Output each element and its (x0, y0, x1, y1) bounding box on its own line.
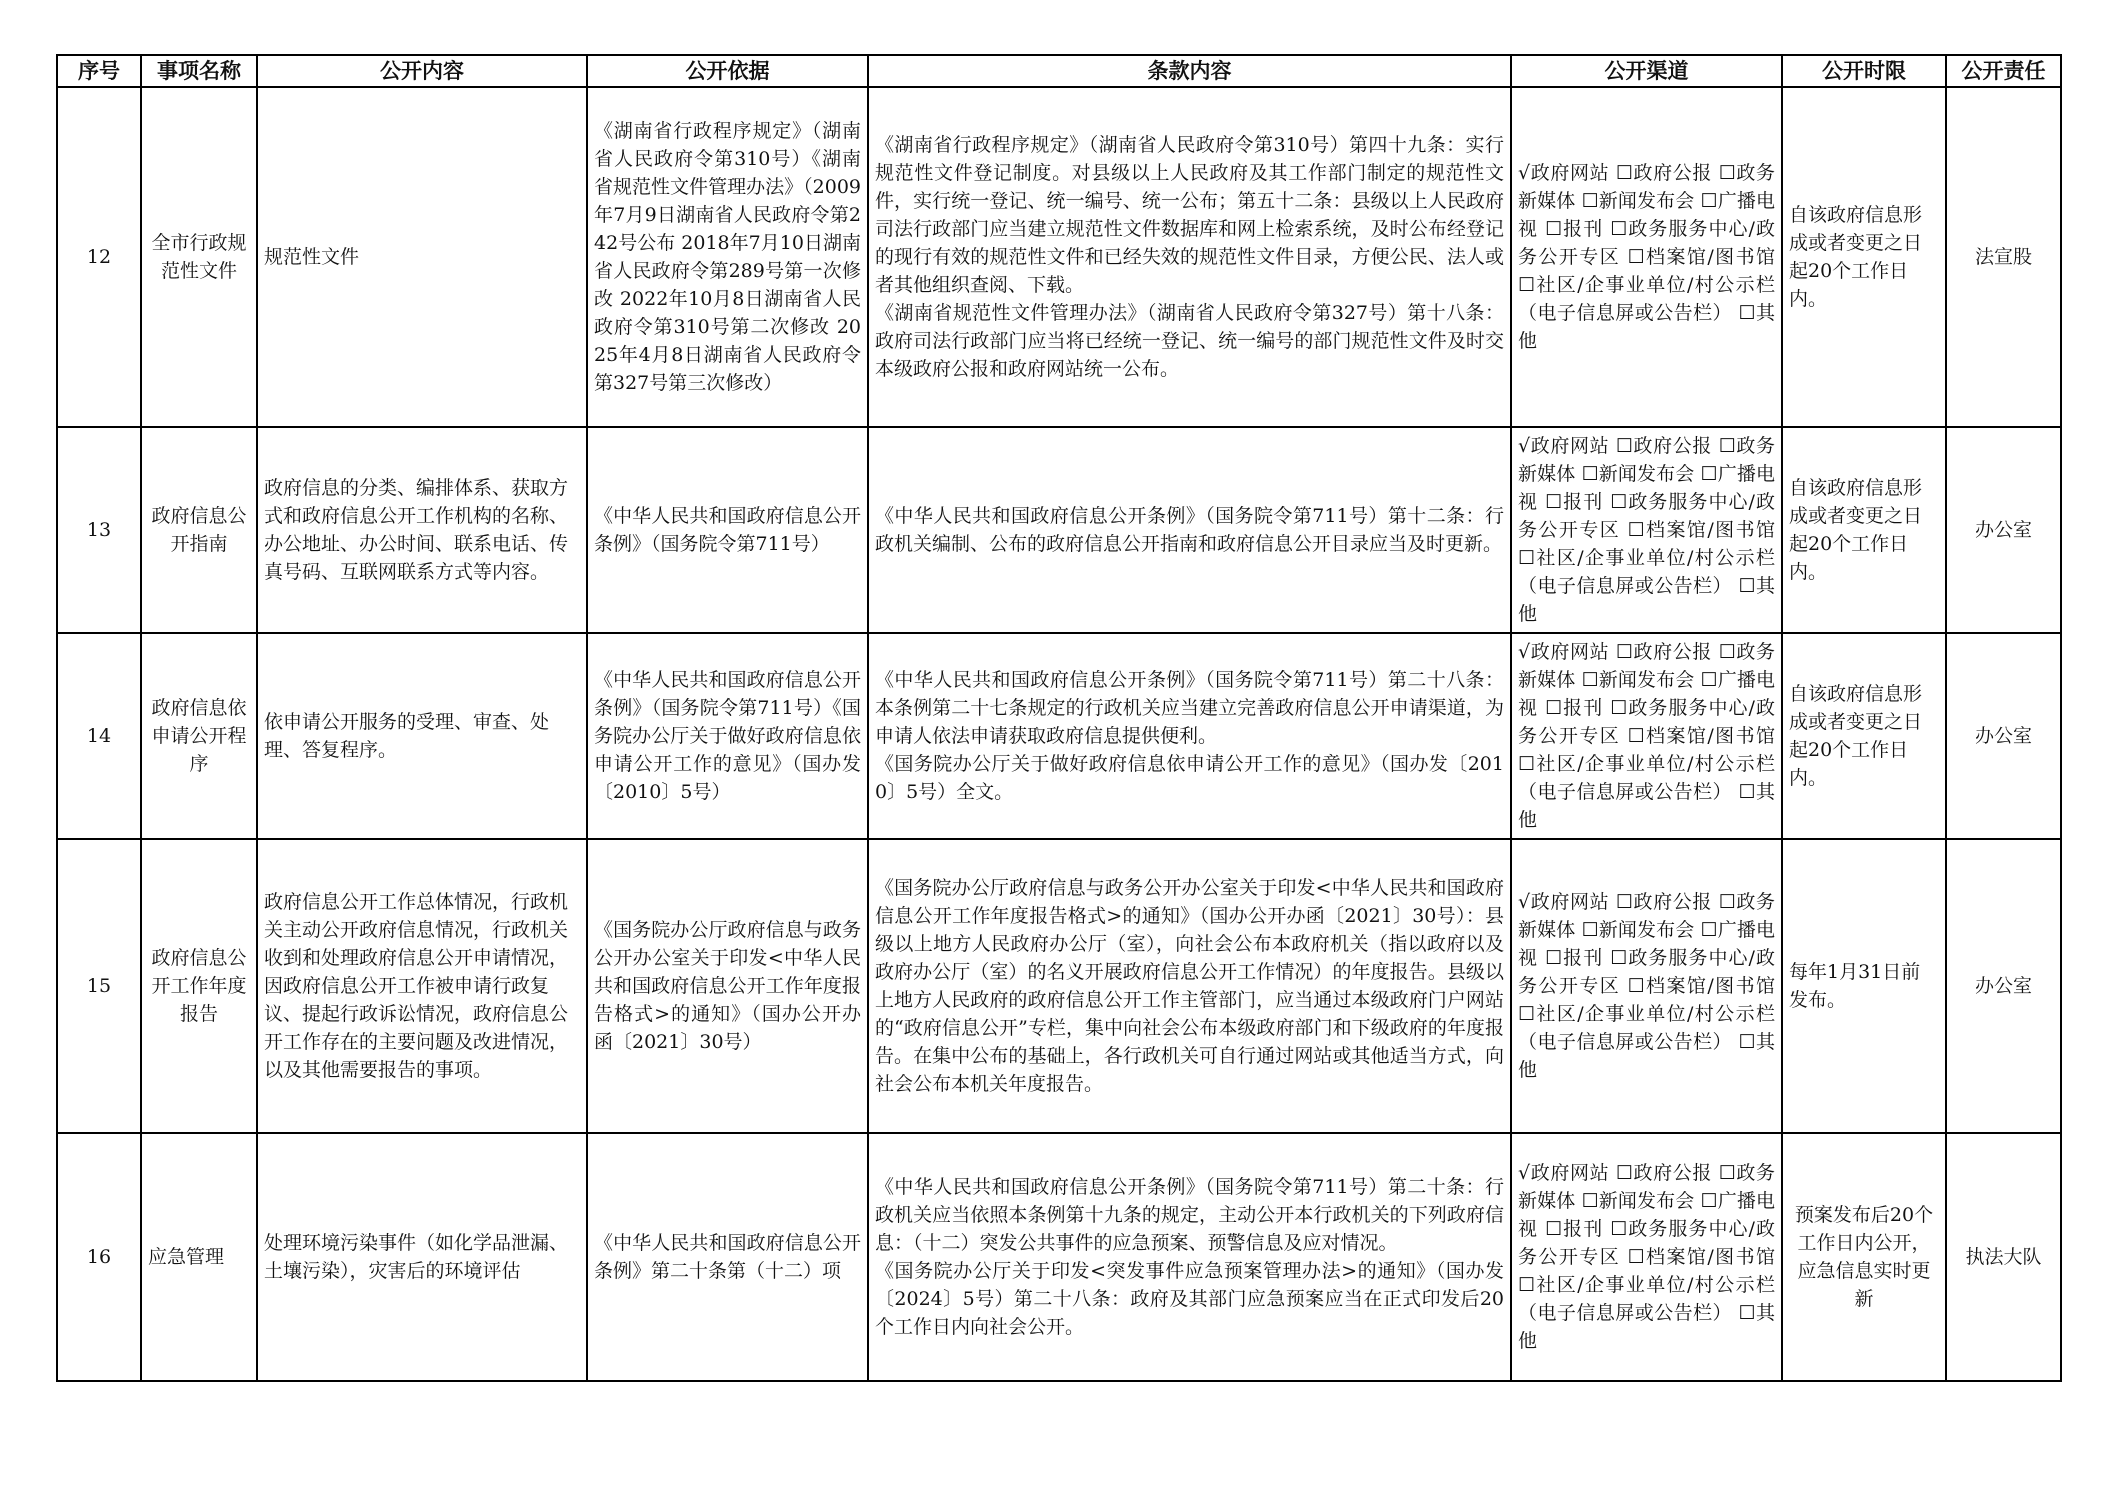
row-item-name: 全市行政规范性文件 (141, 87, 257, 427)
row-clauses (868, 87, 1511, 427)
row-channel: √政府网站 ☐政府公报 ☐政务新媒体 ☐新闻发布会 ☐广播电视 ☐报刊 ☐政务服务中心/政务公开专区 ☐档案馆/图书馆 ☐社区/企事业单位/村公示栏（电子信息屏或公告栏） ☐其他 (1511, 1133, 1782, 1381)
clause-paragraph: 《中华人民共和国政府信息公开条例》（国务院令第711号）第二十条：行政机关应当依照本条例第十九条的规定，主动公开本行政机关的下列政府信息：（十二）突发公共事件的应急预案、预警信息及应对情况。 (875, 1176, 1504, 1254)
header-clauses: 条款内容 (868, 55, 1511, 87)
row-no: 14 (57, 633, 141, 839)
row-deadline: 每年1月31日前发布。 (1782, 839, 1946, 1133)
row-content: 政府信息的分类、编排体系、获取方式和政府信息公开工作机构的名称、办公地址、办公时间、联系电话、传真号码、互联网联系方式等内容。 (257, 427, 587, 633)
header-content: 公开内容 (257, 55, 587, 87)
row-deadline: 自该政府信息形成或者变更之日起20个工作日内。 (1782, 633, 1946, 839)
row-basis: 《国务院办公厅政府信息与政务公开办公室关于印发<中华人民共和国政府信息公开工作年度报告格式>的通知》（国办公开办函〔2021〕30号） (587, 839, 868, 1133)
row-duty: 办公室 (1946, 427, 2061, 633)
row-basis: 《湖南省行政程序规定》（湖南省人民政府令第310号）《湖南省规范性文件管理办法》（2009年7月9日湖南省人民政府令第242号公布 2018年7月10日湖南省人民政府令第289号第一次修改 2022年10月8日湖南省人民政府令第310号第二次修改 2025年4月8日湖南省人民政府令第327号第三次修改） (587, 87, 868, 427)
row-channel: √政府网站 ☐政府公报 ☐政务新媒体 ☐新闻发布会 ☐广播电视 ☐报刊 ☐政务服务中心/政务公开专区 ☐档案馆/图书馆 ☐社区/企事业单位/村公示栏（电子信息屏或公告栏） ☐其他 (1511, 633, 1782, 839)
row-duty: 办公室 (1946, 633, 2061, 839)
table-row (57, 1133, 2061, 1381)
row-basis: 《中华人民共和国政府信息公开条例》（国务院令第711号） (587, 427, 868, 633)
clause-paragraph: 《中华人民共和国政府信息公开条例》（国务院令第711号）第二十八条：本条例第二十七条规定的行政机关应当建立完善政府信息公开申请渠道，为申请人依法申请获取政府信息提供便利。 (875, 669, 1504, 747)
row-no: 12 (57, 87, 141, 427)
disclosure-table (56, 54, 2062, 1382)
header-no: 序号 (57, 55, 141, 87)
row-item-name: 政府信息公开指南 (141, 427, 257, 633)
row-content: 政府信息公开工作总体情况，行政机关主动公开政府信息情况，行政机关收到和处理政府信息公开申请情况，因政府信息公开工作被申请行政复议、提起行政诉讼情况，政府信息公开工作存在的主要问题及改进情况，以及其他需要报告的事项。 (257, 839, 587, 1133)
row-deadline: 预案发布后20个工作日内公开，应急信息实时更新 (1782, 1133, 1946, 1381)
row-clauses (868, 633, 1511, 839)
header-deadline: 公开时限 (1782, 55, 1946, 87)
row-deadline: 自该政府信息形成或者变更之日起20个工作日内。 (1782, 87, 1946, 427)
row-content: 依申请公开服务的受理、审查、处理、答复程序。 (257, 633, 587, 839)
row-duty: 法宣股 (1946, 87, 2061, 427)
table-header-row (57, 55, 2061, 87)
clause-paragraph: 《湖南省行政程序规定》（湖南省人民政府令第310号）第四十九条：实行规范性文件登记制度。对县级以上人民政府及其工作部门制定的规范性文件，实行统一登记、统一编号、统一公布；第五十二条：县级以上人民政府司法行政部门应当建立规范性文件数据库和网上检索系统，及时公布经登记的现行有效的规范性文件和已经失效的规范性文件目录，方便公民、法人或者其他组织查阅、下载。 (875, 134, 1504, 296)
row-basis: 《中华人民共和国政府信息公开条例》第二十条第（十二）项 (587, 1133, 868, 1381)
clause-paragraph: 《国务院办公厅政府信息与政务公开办公室关于印发<中华人民共和国政府信息公开工作年度报告格式>的通知》（国办公开办函〔2021〕30号）：县级以上地方人民政府办公厅（室），向社会公布本政府机关（指以政府以及政府办公厅（室）的名义开展政府信息公开工作情况）的年度报告。县级以上地方人民政府的政府信息公开工作主管部门，应当通过本级政府门户网站的“政府信息公开”专栏，集中向社会公布本级政府部门和下级政府的年度报告。在集中公布的基础上，各行政机关可自行通过网站或其他适当方式，向社会公布本机关年度报告。 (875, 877, 1504, 1095)
row-duty: 办公室 (1946, 839, 2061, 1133)
row-clauses (868, 839, 1511, 1133)
row-channel: √政府网站 ☐政府公报 ☐政务新媒体 ☐新闻发布会 ☐广播电视 ☐报刊 ☐政务服务中心/政务公开专区 ☐档案馆/图书馆 ☐社区/企事业单位/村公示栏（电子信息屏或公告栏） ☐其他 (1511, 839, 1782, 1133)
clause-paragraph: 《国务院办公厅关于做好政府信息依申请公开工作的意见》（国办发〔2010〕5号）全文。 (875, 753, 1504, 803)
table-row (57, 87, 2061, 427)
table-row (57, 427, 2061, 633)
row-basis: 《中华人民共和国政府信息公开条例》（国务院令第711号）《国务院办公厅关于做好政府信息依申请公开工作的意见》（国办发〔2010〕5号） (587, 633, 868, 839)
clause-paragraph: 《湖南省规范性文件管理办法》（湖南省人民政府令第327号）第十八条：政府司法行政部门应当将已经统一登记、统一编号的部门规范性文件及时交本级政府公报和政府网站统一公布。 (875, 302, 1504, 380)
header-duty: 公开责任 (1946, 55, 2061, 87)
row-no: 13 (57, 427, 141, 633)
row-clauses (868, 427, 1511, 633)
table-row (57, 633, 2061, 839)
row-clauses (868, 1133, 1511, 1381)
row-no: 16 (57, 1133, 141, 1381)
row-deadline: 自该政府信息形成或者变更之日起20个工作日内。 (1782, 427, 1946, 633)
clause-paragraph: 《国务院办公厅关于印发<突发事件应急预案管理办法>的通知》（国办发〔2024〕5号）第二十八条：政府及其部门应急预案应当在正式印发后20个工作日内向社会公开。 (875, 1260, 1504, 1338)
row-item-name: 应急管理 (141, 1133, 257, 1381)
table-row (57, 839, 2061, 1133)
header-item-name: 事项名称 (141, 55, 257, 87)
header-basis: 公开依据 (587, 55, 868, 87)
row-duty: 执法大队 (1946, 1133, 2061, 1381)
row-item-name: 政府信息依申请公开程序 (141, 633, 257, 839)
row-channel: √政府网站 ☐政府公报 ☐政务新媒体 ☐新闻发布会 ☐广播电视 ☐报刊 ☐政务服务中心/政务公开专区 ☐档案馆/图书馆 ☐社区/企事业单位/村公示栏（电子信息屏或公告栏） ☐其他 (1511, 87, 1782, 427)
row-content: 规范性文件 (257, 87, 587, 427)
header-channel: 公开渠道 (1511, 55, 1782, 87)
row-no: 15 (57, 839, 141, 1133)
clause-paragraph: 《中华人民共和国政府信息公开条例》（国务院令第711号）第十二条：行政机关编制、公布的政府信息公开指南和政府信息公开目录应当及时更新。 (875, 505, 1504, 555)
row-item-name: 政府信息公开工作年度报告 (141, 839, 257, 1133)
row-content: 处理环境污染事件（如化学品泄漏、土壤污染），灾害后的环境评估 (257, 1133, 587, 1381)
document-page (56, 54, 2060, 1382)
row-channel: √政府网站 ☐政府公报 ☐政务新媒体 ☐新闻发布会 ☐广播电视 ☐报刊 ☐政务服务中心/政务公开专区 ☐档案馆/图书馆 ☐社区/企事业单位/村公示栏（电子信息屏或公告栏） ☐其他 (1511, 427, 1782, 633)
